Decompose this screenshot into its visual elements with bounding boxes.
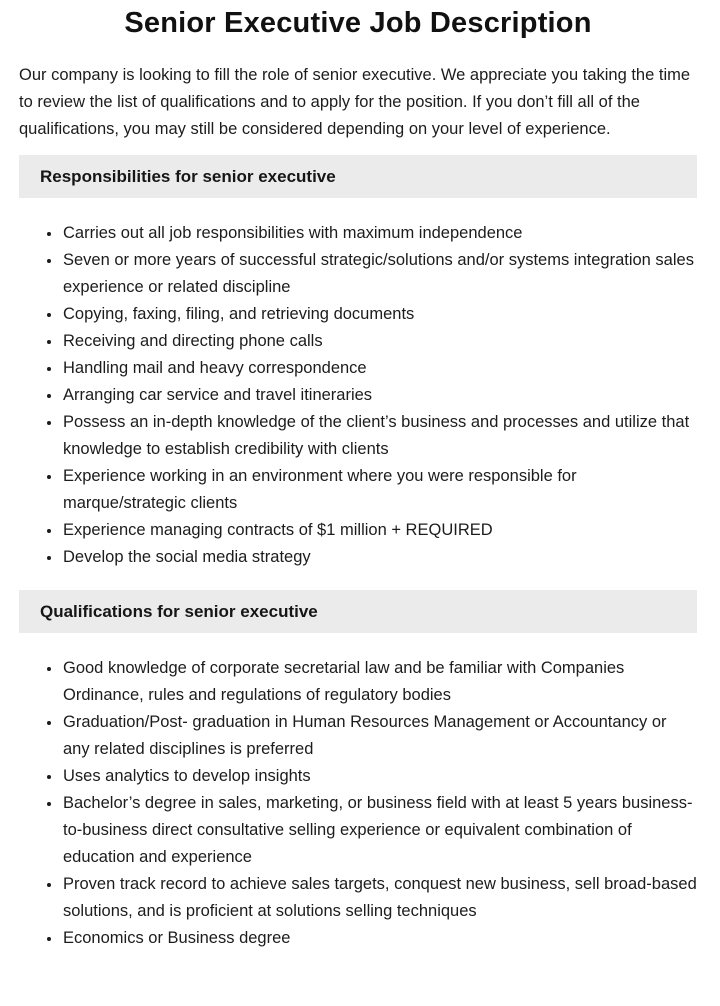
list-item: • Bachelor’s degree in sales, marketing, or business field with at least 5 years business-to-business direct consultative selling experience or equivalent combination of education and experience	[62, 790, 697, 871]
job-section	[19, 155, 697, 571]
job-description-document	[0, 4, 720, 991]
list-item: • Seven or more years of successful strategic/solutions and/or systems integration sales experience or related discipline	[62, 247, 697, 301]
list-item: • Carries out all job responsibilities with maximum independence	[62, 220, 697, 247]
bullet-list	[19, 220, 697, 571]
bullet-list	[19, 655, 697, 952]
section-heading: Qualifications for senior executive	[19, 590, 697, 633]
list-item: • Proven track record to achieve sales targets, conquest new business, sell broad-based solutions, and is proficient at solutions selling techniques	[62, 871, 697, 925]
list-item: • Receiving and directing phone calls	[62, 328, 697, 355]
intro-paragraph: Our company is looking to fill the role of senior executive. We appreciate you taking the time to review the list of qualifications and to apply for the position. If you don’t fill all of the qualifications, you may still be considered depending on your level of experience.	[19, 66, 691, 138]
list-item: • Experience working in an environment where you were responsible for marque/strategic clients	[62, 463, 697, 517]
list-item: • Handling mail and heavy correspondence	[62, 355, 697, 382]
list-item: • Economics or Business degree	[62, 925, 697, 952]
list-item: • Possess an in-depth knowledge of the client’s business and processes and utilize that knowledge to establish credibility with clients	[62, 409, 697, 463]
page-title: Senior Executive Job Description	[124, 7, 592, 39]
job-section	[19, 590, 697, 952]
list-item: • Good knowledge of corporate secretarial law and be familiar with Companies Ordinance, rules and regulations of regulatory bodies	[62, 655, 697, 709]
sections-container	[19, 155, 697, 952]
section-heading: Responsibilities for senior executive	[19, 155, 697, 198]
list-item: • Copying, faxing, filing, and retrieving documents	[62, 301, 697, 328]
list-item: • Uses analytics to develop insights	[62, 763, 697, 790]
list-item: • Graduation/Post- graduation in Human Resources Management or Accountancy or any related disciplines is preferred	[62, 709, 697, 763]
list-item: • Experience managing contracts of $1 million + REQUIRED	[62, 517, 697, 544]
list-item: • Develop the social media strategy	[62, 544, 697, 571]
list-item: • Arranging car service and travel itineraries	[62, 382, 697, 409]
